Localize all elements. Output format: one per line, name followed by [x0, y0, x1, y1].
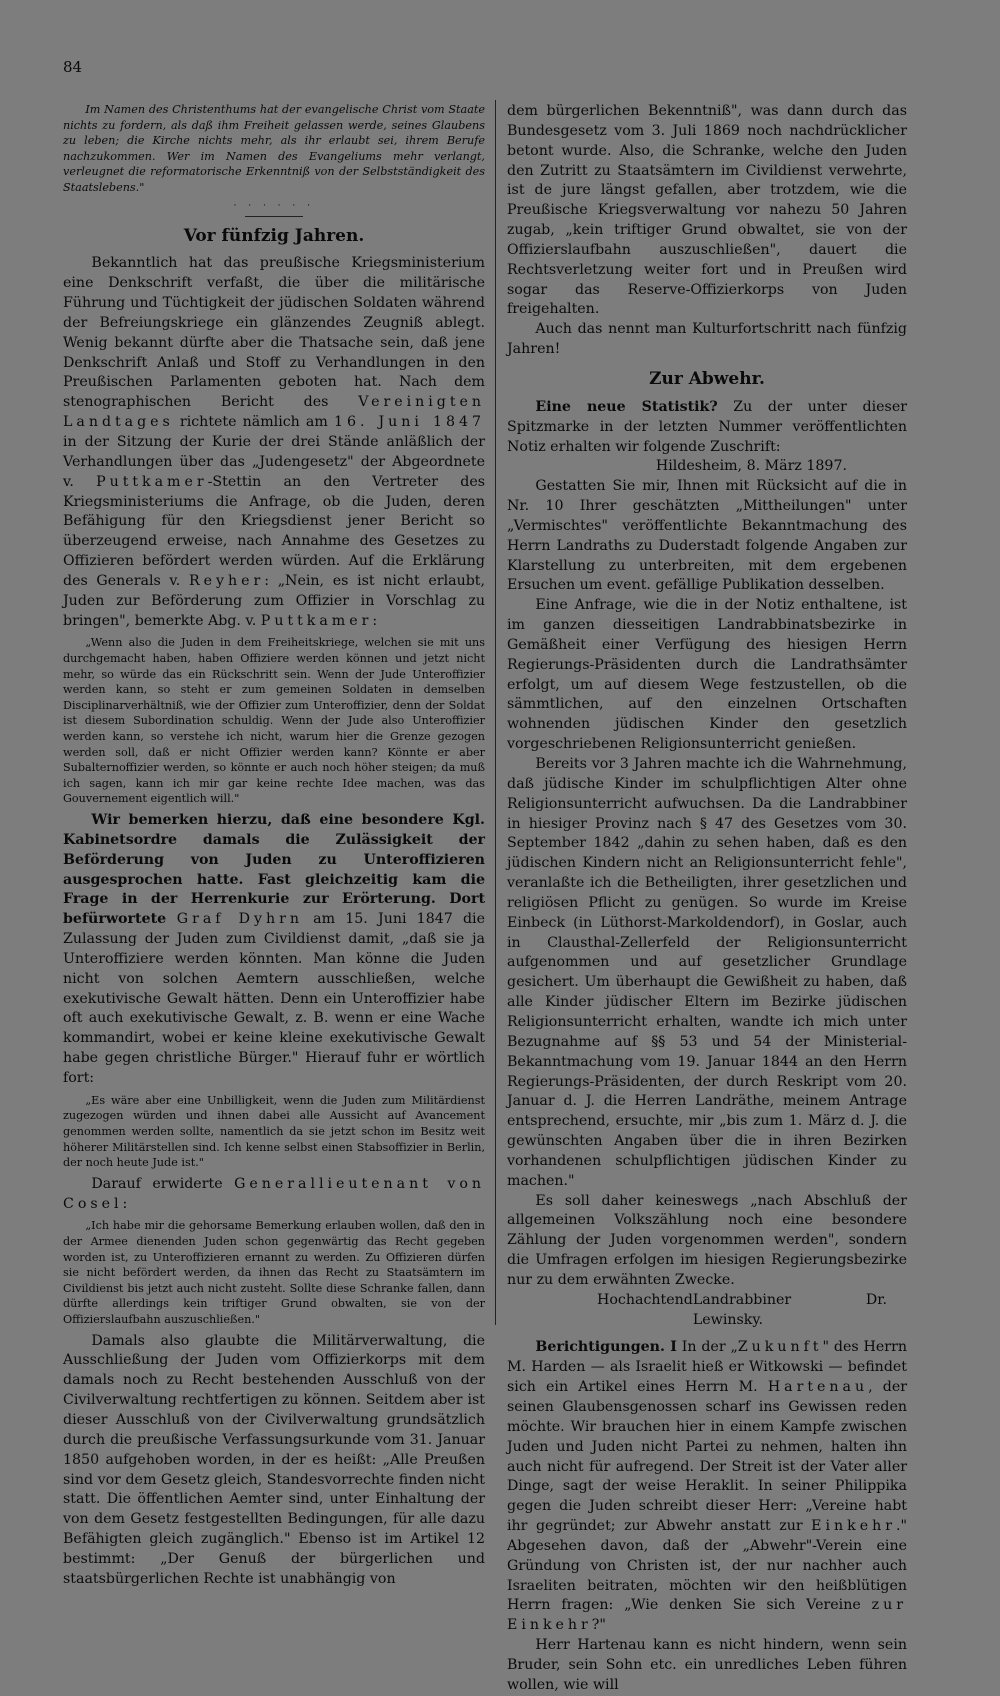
text-span: Wir bemerken hierzu, daß eine besondere Kgl. Kabinetsordre damals die Zulässigkeit der Beförderung von Juden zu Unteroffizieren ausgesprochen hatte. Fast gleichzeitig kam die Frage in der Herrenkurie zur Erörterung. Dort befürwortete [63, 811, 485, 928]
dateline: Hildesheim, 8. März 1897. [655, 458, 847, 475]
heading-zur-abwehr: Zur Abwehr. [649, 368, 765, 389]
text-span: Zu der unter dieser Spitzmarke in der letzten Nummer veröffentlichten Notiz erhalten wir folgende Zuschrift: [507, 398, 907, 455]
paragraph-1 [63, 254, 485, 631]
spaced-name: Generallieutenant von Cosel [63, 1175, 485, 1212]
paragraph-6: Auch das nennt man Kulturfortschritt nach fünfzig Jahren! [507, 321, 907, 358]
text-span: " des Herrn M. Harden — als Israelit hieß er Witkowski — befindet sich ein Artikel eines Herrn M. [507, 1339, 907, 1396]
text-span: , der seinen Glaubensgenossen scharf ins Gewissen reden möchte. Wir brauchen hier in einem Kampfe zwischen Juden und Juden nicht Partei zu nehmen, halten ihn auch nicht für aufregend. Der Streit ist der Vater aller Dinge, sagt der weise Heraklit. In seiner Philippika gegen die Juden schreibt dieser Herr: „Vereine habt ihr gegründet; zur Abwehr anstatt zur [507, 1379, 907, 1535]
text-span: Darauf erwiderte [91, 1175, 235, 1192]
text-span: In der „ [676, 1339, 738, 1356]
right-column [507, 102, 907, 1696]
spaced-date: 16. Juni 1847 [333, 414, 485, 431]
spaced-text: Vereinigten Landtages [63, 394, 485, 431]
signature-line [507, 1291, 907, 1331]
quote-cosel: „Ich habe mir die gehorsame Bemerkung erlauben wollen, daß den in der Armee dienenden Juden schon gegenwärtig das Recht gegeben worden ist, zu Unteroffizieren ernannt zu werden. Zu Offizieren dürfen sie nicht befördert werden, da ihnen das Recht zu Staatsämtern im Civildienst bis jetzt auch nicht zusteht. Sollte diese Schranke fallen, dann dürfte allerdings kein triftiger Grund obwalten, sie von der Offizierslaufbahn auszuschließen." [63, 1219, 485, 1326]
last-paragraph: Herr Hartenau kann es nicht hindern, wenn sein Bruder, sein Sohn etc. ein unredliches Leben führen wollen, wie will [507, 1637, 907, 1693]
spaced-text: Zukunft [737, 1339, 823, 1356]
spaced-name: Hartenau [767, 1379, 869, 1396]
letter-paragraph-1: Gestatten Sie mir, Ihnen mit Rücksicht auf die in Nr. 10 Ihrer geschätzten „Mittheilungen" unter „Vermischtes" veröffentlichte Bekanntmachung des Herrn Landraths zu Duderstadt folgende Angaben zur Klarstellung zu unterbreiten, mit dem ergebenen Ersuchen um event. gefällige Publikation desselben. [507, 478, 907, 594]
text-span: : [122, 1195, 128, 1212]
text-span: Bekanntlich hat das preußische Kriegsministerium eine Denkschrift verfaßt, die über die militärische Führung und Tüchtigkeit der jüdischen Soldaten während der Befreiungskriege ein glänzendes Zeugniß ablegt. Wenig bekannt dürfte aber die Thatsache sein, daß jene Denkschrift Anlaß und Stoff zu Verhandlungen in den Preußischen Parlamenten geboten hat. Nach dem stenographischen Bericht des [63, 255, 485, 411]
signature-name: Landrabbiner Dr. Lewinsky. [692, 1291, 887, 1328]
quote-dyhrn: „Es wäre aber eine Unbilligkeit, wenn die Juden zum Militärdienst zugezogen würden und ihnen dabei alle Aussicht auf Avancement genommen werden sollte, namentlich da sie jetzt schon im Besitz weit höherer Militärstellen sind. Ich kenne selbst einen Stabsoffizier in Berlin, der noch heute Jude ist." [63, 1093, 485, 1170]
text-span: richtete nämlich am [173, 414, 334, 431]
left-column [63, 102, 485, 1590]
spaced-name: Puttkamer [260, 612, 373, 629]
text-span: ." Abgesehen davon, daß der „Abwehr"-Verein eine Gründung von Christen ist, der nur nachher auch Israeliten beitraten, möchten wir den heißblütigen Herrn fragen: „Wie denken Sie sich Vereine [507, 1518, 907, 1614]
text-span: in der Sitzung der Kurie der drei Stände anläßlich der Verhandlungen über das „Judengesetz" der Abgeordnete v. [63, 434, 485, 490]
section-title: Eine neue Statistik? [535, 398, 718, 415]
separator-line [245, 216, 303, 217]
letter-paragraph-3: Bereits vor 3 Jahren machte ich die Wahrnehmung, daß jüdische Kinder im schulpflichtigen Alter ohne Religionsunterricht aufwuchsen. Da die Landrabbiner in hiesiger Provinz nach § 47 des Gesetzes vom 30. September 1842 „dahin zu sehen haben, daß es den jüdischen Kindern nicht an Religionsunterricht fehle", veranlaßte ich die Betheiligten, ihrer gesetzlichen und religiösen Pflicht zu genügen. So wurde im Kreise Einbeck (in Lüthorst-Markoldendorf), in Goslar, auch in Clausthal-Zellerfeld der Religionsunterricht aufgenommen und auf gesetzlicher Grundlage gesichert. Um überhaupt die Gewißheit zu haben, daß alle Kinder jüdischer Eltern im Bezirke jüdischen Religionsunterricht erhalten, wandte ich mich unter Bezugnahme auf §§ 53 und 54 der Ministerial-Bekanntmachung vom 19. Januar 1844 an den Herrn Regierungs-Präsidenten, der durch Reskript vom 20. Januar d. J. die Herren Landräthe, meinem Antrage entsprechend, ersuchte, mir „bis zum 1. März d. J. die gewünschten Angaben über die in ihren Bezirken vorhandenen schulpflichtigen jüdischen Kinder zu machen." [507, 756, 907, 1189]
spaced-name: Reyher [188, 572, 265, 589]
text-span: ?" [591, 1617, 606, 1634]
signature-greeting: Hochachtend [597, 1291, 693, 1308]
quote-puttkamer: „Wenn also die Juden in dem Freiheitskriege, welchen sie mit uns durchgemacht haben, haben Offiziere werden können und jetzt nicht mehr, so würde das ein Rückschritt sein. Wenn der Jude Unteroffizier werden kann, so steht er zum gemeinen Soldaten in demselben Disciplinarverhältniß, wie der Offizier zum Unteroffizier, denn der Soldat ist diesem Subordination schuldig. Wenn der Jude also Unteroffizier werden kann, so verstehe ich nicht, warum hier die Grenze gezogen werden soll, daß er nicht Offizier werden kann? Könnte er aber Subalternoffizier werden, so könnte er auch noch höher steigen; da muß ich sagen, kann ich mir gar keine rechte Idee machen, was das Gouvernement eigentlich will." [63, 636, 485, 806]
letter-paragraph-2: Eine Anfrage, wie die in der Notiz enthaltene, ist im ganzen diesseitigen Landrabbinatsbezirke in Gemäßheit einer Verfügung des hiesigen Herrn Regierungs-Präsidenten durch die Landrathsämter erfolgt, um auf diesem Wege festzustellen, ob die sämmtlichen, auf den einzelnen Ortschaften wohnenden jüdischen Kinder den gesetzlich vorgeschriebenen Religionsunterricht genießen. [507, 597, 907, 753]
text-span: am 15. Juni 1847 die Zulassung der Juden zum Civildienst damit, „daß sie ja Unteroffiziere werden könnten. Man könne die Juden nicht von solchen Aemtern ausschließen, welche exekutivische Gewalt hätten. Denn ein Unteroffizier habe oft auch exekutivische Gewalt, z. B. wenn er eine Wache kommandirt, wobei er keine kleine exekutivische Gewalt habe gegen christliche Bürger." Hierauf fuhr er wörtlich fort: [63, 911, 485, 1086]
text-span: : [372, 612, 378, 629]
paragraph-2 [63, 811, 485, 1089]
spaced-text: Einkehr [811, 1518, 896, 1535]
heading-vor-fuenfzig-jahren: Vor fünfzig Jahren. [183, 225, 365, 246]
spaced-name: Puttkamer [96, 473, 208, 490]
paragraph-4: Damals also glaubte die Militärverwaltung, die Ausschließung der Juden vom Offizierkorps mit dem damals noch zu Recht bestehenden Ausschluß von der Civilverwaltung rechtfertigen zu können. Seitdem aber ist dieser Ausschluß von der Civilverwaltung grundsätzlich durch die preußische Verfassungsurkunde vom 31. Januar 1850 aufgehoben worden, in der es heißt: „Alle Preußen sind vor dem Gesetz gleich, Standesvorrechte finden nicht statt. Die öffentlichen Aemter sind, unter Einhaltung der von dem Gesetz festgestellten Bedingungen, für alle dazu Befähigten gleich zugänglich." Ebenso ist im Artikel 12 bestimmt: „Der Genuß der bürgerlichen und staatsbürgerlichen Rechte ist unabhängig von [63, 1332, 485, 1587]
quote-intro: Im Namen des Christenthums hat der evangelische Christ vom Staate nichts zu fordern, als daß ihm Freiheit gelassen werde, seines Glaubens zu leben; die Kirche nichts mehr, als ihr erlaubt sei, ihrem Berufe nachzukommen. Wer im Namen des Evangeliums mehr verlangt, verleugnet die reformatorische Erkenntniß von der Selbstständigkeit des Staatslebens." [63, 103, 485, 194]
section-title: Berichtigungen. I [535, 1339, 677, 1356]
paragraph-3 [63, 1175, 485, 1215]
column-divider [495, 100, 496, 1325]
text-span: : „Nein, es ist nicht erlaubt, Juden zur Beförderung zum Offizier in Vorschlag zu bringen", bemerkte Abg. v. [63, 572, 486, 629]
spaced-name: Graf Dyhrn [176, 911, 303, 928]
text-span: -Stettin an den Vertreter des Kriegsministeriums die Anfrage, ob die Juden, deren Befähigung für den Kriegsdienst jener Bericht so überzeugend erweise, nach Annahme des Gesetzes zu Offizieren befördert werden würden. Auf die Erklärung des Generals v. [63, 473, 486, 589]
separator-dots: · · · · · · [233, 200, 315, 211]
statistik-paragraph [507, 398, 907, 458]
letter-paragraph-4: Es soll daher keineswegs „nach Abschluß der allgemeinen Volkszählung noch eine besondere Zählung der Juden vorgenommen werden", sondern die Umfragen erfolgen im hiesigen Regierungsbezirke nur zu dem erwähnten Zwecke. [507, 1192, 907, 1288]
berichtigungen-paragraph [507, 1338, 907, 1636]
spaced-text: zur Einkehr [507, 1597, 907, 1634]
paragraph-5: dem bürgerlichen Bekenntniß", was dann durch das Bundesgesetz vom 3. Juli 1869 noch nachdrücklicher betont wurde. Also, die Schranke, welche den Juden den Zutritt zu Staatsämtern im Civildienst verwehrte, ist de jure längst gefallen, aber trotzdem, wie die Preußische Kriegsverwaltung vor nahezu 50 Jahren zugab, „kein triftiger Grund obwaltet, sie von der Offizierslaufbahn auszuschließen", dauert die Rechtsverletzung weiter fort und in Preußen wird sogar das Reserve-Offizierkorps von Juden freigehalten. [507, 103, 907, 318]
page-number: 84 [63, 58, 83, 76]
